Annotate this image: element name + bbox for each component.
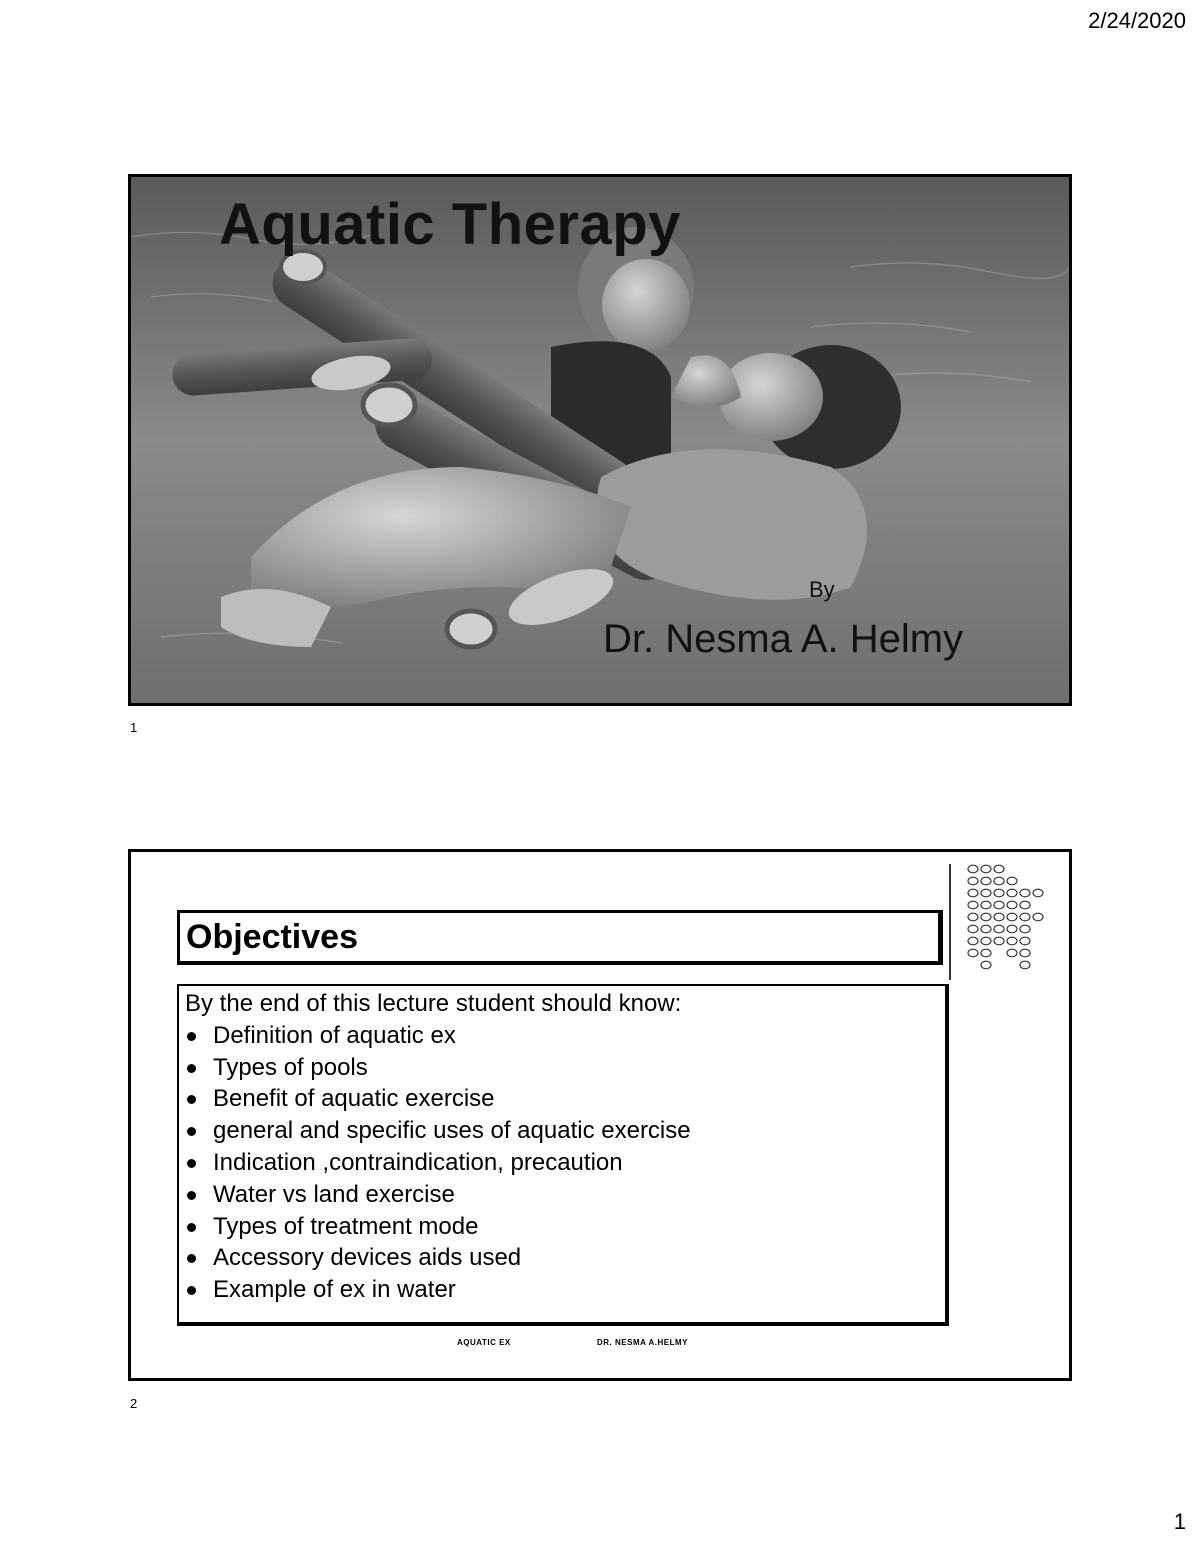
objectives-title: Objectives	[177, 910, 943, 965]
list-item: Definition of aquatic ex	[185, 1020, 945, 1052]
slide-title: Aquatic Therapy	[219, 192, 681, 257]
objectives-content	[177, 984, 949, 1326]
list-item: Example of ex in water	[185, 1274, 945, 1306]
slide-1	[128, 174, 1072, 706]
list-item: Water vs land exercise	[185, 1179, 945, 1211]
list-item: Types of pools	[185, 1052, 945, 1084]
slide-2	[128, 849, 1072, 1381]
author-name: Dr. Nesma A. Helmy	[603, 617, 964, 661]
slide-footer-author: DR. NESMA A.HELMY	[597, 1338, 689, 1347]
print-date: 2/24/2020	[1088, 8, 1186, 33]
list-item: general and specific uses of aquatic exercise	[185, 1115, 945, 1147]
decorative-circles-icon	[963, 864, 1063, 974]
objectives-list	[185, 1020, 945, 1306]
slide-number: 1	[130, 720, 138, 735]
decorative-divider	[949, 864, 951, 980]
slide-footer-course: AQUATIC EX	[457, 1338, 511, 1347]
objectives-intro: By the end of this lecture student should know:	[185, 990, 682, 1017]
by-label: By	[809, 577, 835, 602]
list-item: Types of treatment mode	[185, 1211, 945, 1243]
slide-number: 2	[130, 1396, 138, 1411]
list-item: Benefit of aquatic exercise	[185, 1083, 945, 1115]
list-item: Indication ,contraindication, precaution	[185, 1147, 945, 1179]
list-item: Accessory devices aids used	[185, 1242, 945, 1274]
page-number: 1	[1173, 1509, 1186, 1534]
